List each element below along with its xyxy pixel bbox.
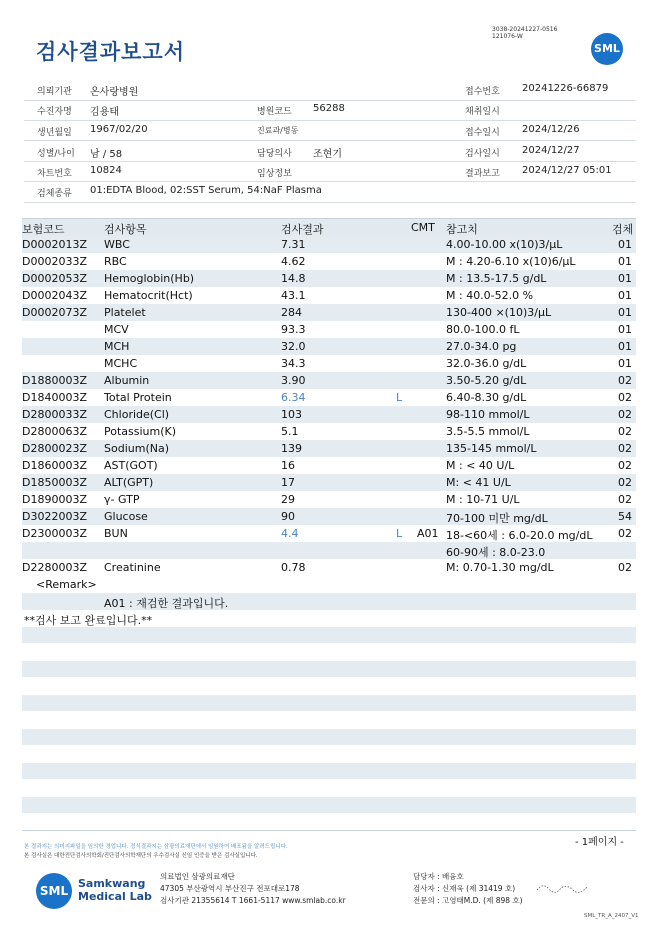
complete-text: **검사 보고 완료입니다.** <box>24 614 153 627</box>
doc-id-line2: 121076-W <box>492 33 523 40</box>
cell-code: D0002073Z <box>22 306 87 319</box>
hospital-value: 온사랑병원 <box>90 87 139 98</box>
cell-code: D2800023Z <box>22 442 87 455</box>
table-header <box>22 218 636 236</box>
cell-specimen: 02 <box>618 442 632 455</box>
table-row <box>22 253 636 270</box>
cell-specimen: 02 <box>618 476 632 489</box>
cell-specimen: 01 <box>618 272 632 285</box>
receipt-date-value: 2024/12/26 <box>522 124 580 135</box>
cell-specimen: 02 <box>618 425 632 438</box>
cell-result: 17 <box>281 476 295 489</box>
cell-code: D2800033Z <box>22 408 87 421</box>
cell-specimen: 02 <box>618 493 632 506</box>
cell-item: γ- GTP <box>104 493 140 506</box>
notice-2: 본 검사실은 대한진단검사의학회/진단검사의학재단의 우수검사실 신임 인증을 받은 검사실입니다. <box>24 853 258 859</box>
cell-ref: 6.40-8.30 g/dL <box>446 391 527 404</box>
cell-specimen: 02 <box>618 374 632 387</box>
cell-ref: 3.5-5.5 mmol/L <box>446 425 530 438</box>
cell-code: D1880003Z <box>22 374 87 387</box>
cell-specimen: 01 <box>618 357 632 370</box>
cell-specimen: 01 <box>618 255 632 268</box>
cell-flag: L <box>396 527 403 540</box>
birth-label: 생년월일 <box>37 128 72 138</box>
cell-ref: M : 13.5-17.5 g/dL <box>446 272 547 285</box>
cell-ref: 135-145 mmol/L <box>446 442 537 455</box>
cell-result: 284 <box>281 306 302 319</box>
cell-specimen: 54 <box>618 510 632 523</box>
cell-result: 7.31 <box>281 238 306 251</box>
clinical-label: 임상정보 <box>257 169 292 179</box>
dept-label: 진료과/병동 <box>257 126 299 135</box>
table-row <box>22 525 636 542</box>
doctor-label: 담당의사 <box>257 149 292 159</box>
cell-ref: M : 40.0-52.0 % <box>446 289 534 302</box>
cell-specimen: 02 <box>618 459 632 472</box>
results-table <box>22 218 636 627</box>
cell-ref: M : 4.20-6.10 x(10)6/μL <box>446 255 576 268</box>
hospital-code-label: 병원코드 <box>257 107 292 117</box>
cell-result: 34.3 <box>281 357 306 370</box>
cell-item: MCHC <box>104 357 138 370</box>
hospital-code-value: 56288 <box>313 103 345 114</box>
signature-icon <box>535 880 595 896</box>
cell-code: D3022003Z <box>22 510 87 523</box>
cell-code: D0002013Z <box>22 238 87 251</box>
report-label: 결과보고 <box>465 169 500 179</box>
receipt-no-label: 접수번호 <box>465 87 500 97</box>
cell-result: 139 <box>281 442 302 455</box>
cell-result: 4.4 <box>281 527 299 540</box>
cell-specimen: 01 <box>618 289 632 302</box>
cell-ref: 80.0-100.0 fL <box>446 323 520 336</box>
cell-result: 29 <box>281 493 295 506</box>
page-title: 검사결과보고서 <box>36 40 186 64</box>
cell-item: Platelet <box>104 306 146 319</box>
document-id <box>492 26 557 40</box>
cell-item: Sodium(Na) <box>104 442 169 455</box>
cell-ref: 60-90세 : 8.0-23.0 <box>446 546 546 559</box>
cell-item: Hemoglobin(Hb) <box>104 272 195 285</box>
org-address: 47305 부산광역시 부산진구 전포대로178 <box>160 884 300 893</box>
table-row <box>22 440 636 457</box>
table-row <box>22 559 636 576</box>
cell-specimen: 01 <box>618 323 632 336</box>
table-row <box>22 287 636 304</box>
cell-result: 5.1 <box>281 425 299 438</box>
cell-result: 90 <box>281 510 295 523</box>
test-date-label: 검사일시 <box>465 149 500 159</box>
cell-ref: 18-<60세 : 6.0-20.0 mg/dL <box>446 529 593 542</box>
remark-label: <Remark> <box>36 578 97 591</box>
table-body <box>22 236 636 576</box>
table-row <box>22 338 636 355</box>
hospital-label: 의뢰기관 <box>37 87 72 97</box>
table-row <box>22 423 636 440</box>
cell-item: Glucose <box>104 510 148 523</box>
cell-ref: 4.00-10.00 x(10)3/μL <box>446 238 563 251</box>
cell-result: 43.1 <box>281 289 306 302</box>
name-label: 수진자명 <box>37 107 72 117</box>
remark-row <box>22 593 636 610</box>
header-ref: 참고치 <box>446 223 478 236</box>
org-name: 의료법인 삼광의료재단 <box>160 872 235 881</box>
cell-item: WBC <box>104 238 130 251</box>
remark-label-row <box>22 576 636 593</box>
table-row <box>22 508 636 525</box>
cell-ref: 130-400 ×(10)3/μL <box>446 306 552 319</box>
header-code: 보험코드 <box>22 223 65 236</box>
sex-age-value: 남 / 58 <box>90 149 123 160</box>
cell-specimen: 02 <box>618 527 632 540</box>
header-cmt: CMT <box>411 221 435 234</box>
cell-ref: 3.50-5.20 g/dL <box>446 374 527 387</box>
collect-label: 채취일시 <box>465 107 500 117</box>
receipt-date-label: 접수일시 <box>465 128 500 138</box>
table-row <box>22 406 636 423</box>
cell-item: Potassium(K) <box>104 425 177 438</box>
cell-result: 32.0 <box>281 340 306 353</box>
table-row <box>22 304 636 321</box>
cell-result: 6.34 <box>281 391 306 404</box>
brand-name <box>78 877 152 903</box>
cell-ref: M: < 41 U/L <box>446 476 511 489</box>
test-date-value: 2024/12/27 <box>522 145 580 156</box>
brand-line1: Samkwang <box>78 877 146 890</box>
cell-ref: M: 0.70-1.30 mg/dL <box>446 561 554 574</box>
staff-tester: 검사자 : 신재욱 (제 31419 호) <box>413 884 516 893</box>
header-item: 검사항목 <box>104 223 147 236</box>
doctor-value: 조현기 <box>313 149 342 160</box>
org-info <box>160 871 346 907</box>
complete-row <box>22 610 636 627</box>
cell-ref: 32.0-36.0 g/dL <box>446 357 527 370</box>
sml-footer-logo-icon: SML <box>36 873 72 909</box>
cell-code: D1860003Z <box>22 459 87 472</box>
cell-code: D1890003Z <box>22 493 87 506</box>
doc-id-line1: 3038-20241227-0516 <box>492 26 558 33</box>
cell-code: D0002033Z <box>22 255 87 268</box>
cell-ref: 98-110 mmol/L <box>446 408 530 421</box>
cell-item: Total Protein <box>104 391 172 404</box>
cell-item: Creatinine <box>104 561 161 574</box>
table-row <box>22 389 636 406</box>
cell-code: D0002053Z <box>22 272 87 285</box>
receipt-no-value: 20241226-66879 <box>522 83 609 94</box>
staff-info <box>413 871 523 907</box>
cell-specimen: 01 <box>618 238 632 251</box>
table-row <box>22 474 636 491</box>
specimen-value: 01:EDTA Blood, 02:SST Serum, 54:NaF Plasma <box>90 185 322 196</box>
notice-1: 본 결과지는 의미지파일을 임의한 경업니다. 정식결과지는 삼광의료재단에서 임원하여 배포됨을 알려드립니다. <box>24 844 288 850</box>
cell-flag: L <box>396 391 403 404</box>
cell-cmt: A01 <box>417 527 439 540</box>
staff-manager: 담당자 : 배융호 <box>413 872 464 881</box>
brand-line2: Medical Lab <box>78 890 152 903</box>
cell-code: D2300003Z <box>22 527 87 540</box>
remark-text: A01 : 재검한 결과입니다. <box>104 597 229 610</box>
cell-ref: M : 10-71 U/L <box>446 493 520 506</box>
cell-result: 3.90 <box>281 374 306 387</box>
cell-code: D1840003Z <box>22 391 87 404</box>
cell-item: RBC <box>104 255 127 268</box>
table-row <box>22 270 636 287</box>
cell-code: D1850003Z <box>22 476 87 489</box>
sml-logo-icon: SML <box>591 33 623 65</box>
cell-item: Chloride(Cl) <box>104 408 170 421</box>
cell-item: BUN <box>104 527 128 540</box>
cell-result: 14.8 <box>281 272 306 285</box>
cell-item: MCH <box>104 340 130 353</box>
cell-result: 103 <box>281 408 302 421</box>
sex-age-label: 성별/나이 <box>37 149 75 159</box>
cell-ref: 70-100 미만 mg/dL <box>446 512 548 525</box>
table-row <box>22 355 636 372</box>
cell-specimen: 02 <box>618 561 632 574</box>
header-specimen: 검체 <box>612 223 634 236</box>
cell-item: AST(GOT) <box>104 459 158 472</box>
cell-ref: 27.0-34.0 pg <box>446 340 517 353</box>
page-number: - 1페이지 - <box>575 837 624 848</box>
cell-code: D0002043Z <box>22 289 87 302</box>
header-result: 검사결과 <box>281 223 324 236</box>
name-value: 김용태 <box>90 107 119 118</box>
report-value: 2024/12/27 05:01 <box>522 165 612 176</box>
cell-result: 4.62 <box>281 255 306 268</box>
cell-item: MCV <box>104 323 129 336</box>
table-row <box>22 372 636 389</box>
cell-result: 0.78 <box>281 561 306 574</box>
cell-item: Hematocrit(Hct) <box>104 289 193 302</box>
cell-result: 16 <box>281 459 295 472</box>
cell-code: D2800063Z <box>22 425 87 438</box>
table-row <box>22 542 636 559</box>
form-code: SML_TR_A_2407_V1 <box>584 913 639 919</box>
cell-ref: M : < 40 U/L <box>446 459 515 472</box>
cell-code: D2280003Z <box>22 561 87 574</box>
cell-specimen: 01 <box>618 340 632 353</box>
cell-result: 93.3 <box>281 323 306 336</box>
specimen-label: 검체종류 <box>37 189 72 199</box>
table-row <box>22 457 636 474</box>
staff-specialist: 전문의 : 고영태M.D. (제 898 호) <box>413 896 523 905</box>
cell-specimen: 02 <box>618 408 632 421</box>
org-contact: 검사기관 21355614 T 1661-5117 www.smlab.co.kr <box>160 896 346 905</box>
table-row <box>22 236 636 253</box>
cell-specimen: 02 <box>618 391 632 404</box>
chart-value: 10824 <box>90 165 122 176</box>
chart-label: 차트번호 <box>37 169 72 179</box>
table-row <box>22 491 636 508</box>
table-row <box>22 321 636 338</box>
cell-item: ALT(GPT) <box>104 476 154 489</box>
cell-specimen: 01 <box>618 306 632 319</box>
cell-item: Albumin <box>104 374 150 387</box>
birth-value: 1967/02/20 <box>90 124 148 135</box>
